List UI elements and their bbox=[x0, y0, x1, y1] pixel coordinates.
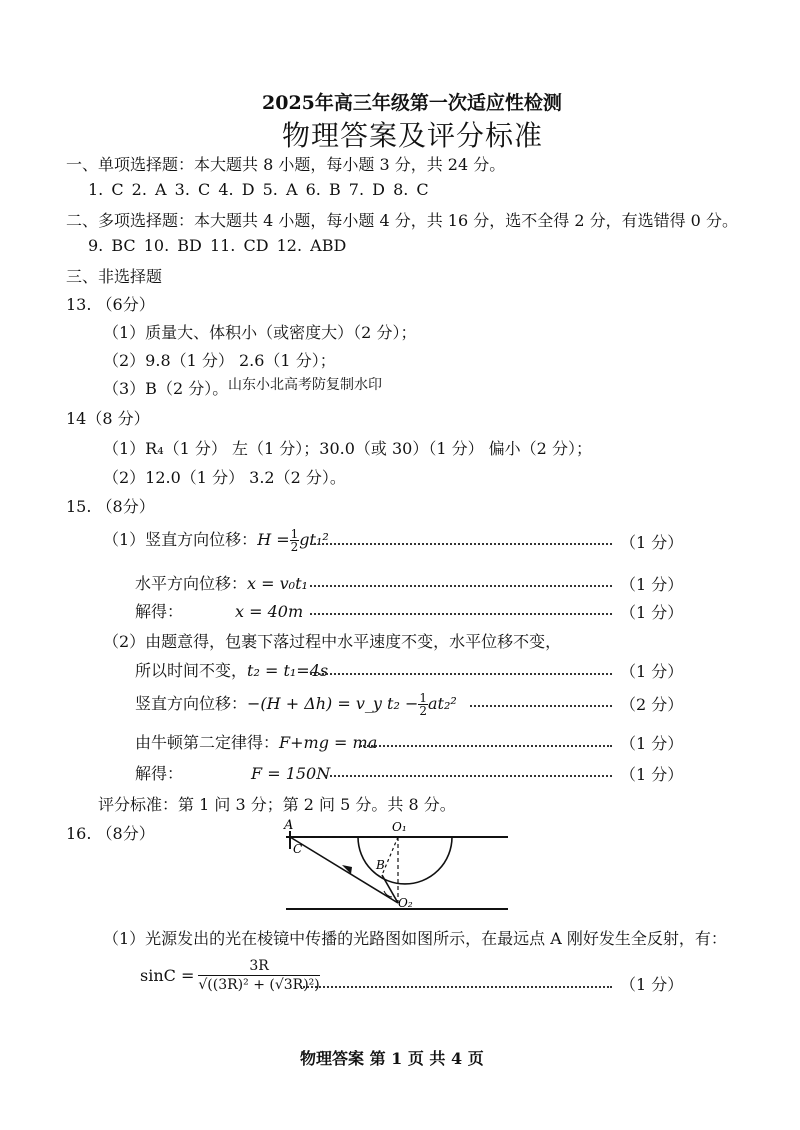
dotted-leader bbox=[310, 585, 612, 587]
doc-title: 物理答案及评分标准 bbox=[282, 119, 544, 152]
q15-line4: （2）由题意得，包裹下落过程中水平速度不变，水平位移不变， bbox=[103, 632, 562, 651]
section3-heading: 三、非选择题 bbox=[66, 267, 163, 286]
q15-line1-eq-tail: gt₁² bbox=[299, 530, 329, 549]
sinc-fraction: $\frac{3R}{\text{√((3R)² + (√3R)²)}}$ bbox=[198, 958, 320, 993]
q15-line5-points: （1 分） bbox=[620, 662, 684, 681]
q15-line2-points: （1 分） bbox=[620, 575, 684, 594]
dotted-leader bbox=[300, 986, 612, 988]
half-fraction: $\frac{1}{2}$ bbox=[290, 527, 299, 554]
q13-part1: （1）质量大、体积小（或密度大）（2 分）； bbox=[103, 323, 417, 342]
semicircle-arc bbox=[358, 837, 452, 884]
q13-label: 13. （6分） bbox=[66, 295, 155, 314]
q15-line1-points: （1 分） bbox=[620, 533, 684, 552]
label-B: B bbox=[376, 858, 385, 872]
label-A: A bbox=[284, 818, 294, 833]
q16-label: 16. （8分） bbox=[66, 824, 155, 843]
dotted-leader bbox=[310, 673, 612, 675]
q15-scoring: 评分标准：第 1 问 3 分；第 2 问 5 分。共 8 分。 bbox=[98, 795, 456, 814]
q13-part2: （2）9.8（1 分） 2.6（1 分）； bbox=[103, 351, 336, 370]
section1-heading: 一、单项选择题：本大题共 8 小题，每小题 3 分，共 24 分。 bbox=[66, 155, 506, 174]
dotted-leader bbox=[310, 543, 612, 545]
q15-line1 bbox=[103, 527, 329, 553]
section2-heading: 二、多项选择题：本大题共 4 小题，每小题 4 分，共 16 分，选不全得 2 分，有选错得 0 分。 bbox=[66, 211, 738, 230]
q15-line7-points: （1 分） bbox=[620, 734, 684, 753]
label-O2: O₂ bbox=[398, 896, 413, 910]
half-fraction: $\frac{1}{2}$ bbox=[419, 691, 428, 718]
q15-line6: 竖直方向位移：−(H + Δh) = v_y t₂ − $\frac{1}{2}$ at₂² bbox=[135, 691, 457, 718]
q16-equation-points: （1 分） bbox=[620, 975, 684, 994]
q15-line1-eq: H = bbox=[257, 530, 290, 549]
page-footer: 物理答案 第 1 页 共 4 页 bbox=[300, 1049, 484, 1068]
dotted-leader bbox=[325, 775, 612, 777]
label-C: C bbox=[293, 842, 303, 856]
q14-part1: （1）R₄（1 分） 左（1 分）；30.0（或 30）（1 分） 偏小（2 分）； bbox=[103, 439, 592, 458]
q16-equation: sinC = $\frac{3R}{\text{√((3R)² + (√3R)²)}}$ bbox=[140, 958, 320, 993]
q15-line7: 由牛顿第二定律得：F+mg = ma bbox=[135, 733, 378, 752]
q15-line3: 解得： x = 40m bbox=[135, 602, 304, 621]
section2-answers: 9. BC 10. BD 11. CD 12. ABD bbox=[88, 236, 347, 255]
q15-line1-prefix: （1）竖直方向位移： bbox=[103, 530, 258, 549]
q15-line3-points: （1 分） bbox=[620, 603, 684, 622]
exam-title: 2025年高三年级第一次适应性检测 bbox=[262, 92, 562, 114]
q13-part3: （3）B（2 分）。 bbox=[103, 379, 229, 398]
q16-part1: （1）光源发出的光在棱镜中传播的光路图如图所示，在最远点 A 刚好发生全反射，有： bbox=[103, 929, 727, 948]
q15-line2: 水平方向位移：x = v₀t₁ bbox=[135, 574, 308, 593]
dotted-leader bbox=[470, 705, 612, 707]
prism-light-path-diagram bbox=[280, 815, 520, 915]
dotted-leader bbox=[310, 613, 612, 615]
q15-line8-points: （1 分） bbox=[620, 765, 684, 784]
q14-part2: （2）12.0（1 分） 3.2（2 分）。 bbox=[103, 468, 346, 487]
section1-answers: 1. C 2. A 3. C 4. D 5. A 6. B 7. D 8. C bbox=[88, 180, 429, 199]
q15-line6-points: （2 分） bbox=[620, 695, 684, 714]
label-O1: O₁ bbox=[392, 820, 407, 834]
q15-line8: 解得： F = 150N bbox=[135, 764, 331, 783]
q15-label: 15. （8分） bbox=[66, 497, 155, 516]
q15-line5: 所以时间不变，t₂ = t₁=4s bbox=[135, 661, 329, 680]
dotted-leader bbox=[360, 745, 612, 747]
q14-label: 14（8 分） bbox=[66, 409, 150, 428]
watermark-text: 山东小北高考防复制水印 bbox=[228, 377, 382, 393]
